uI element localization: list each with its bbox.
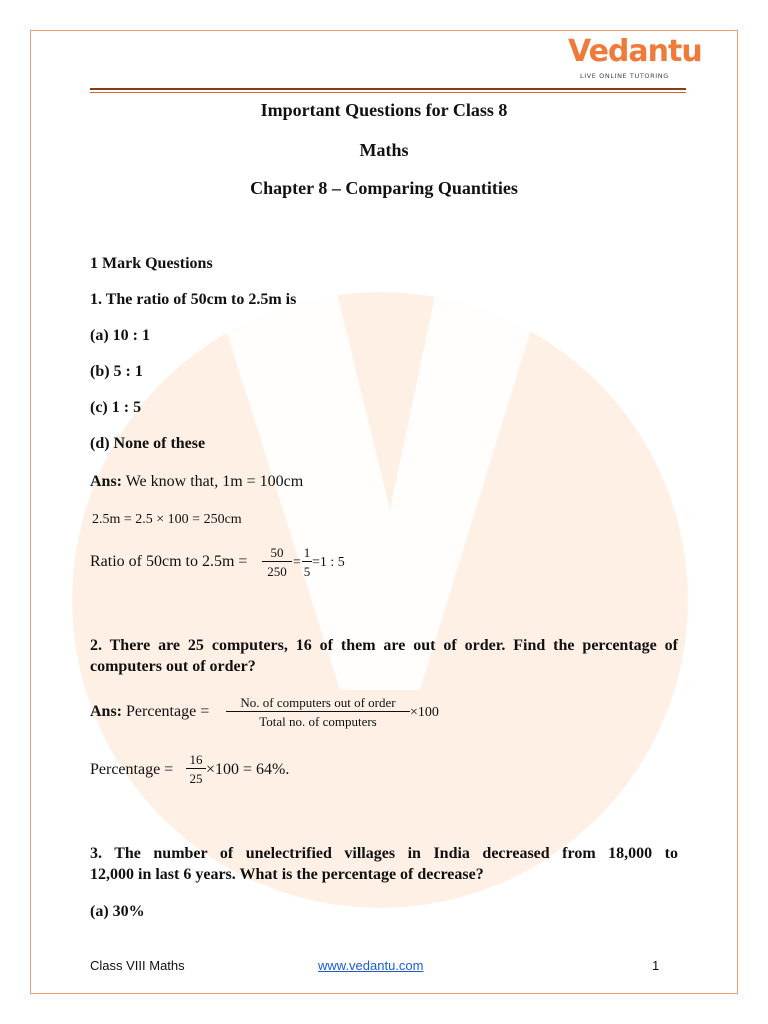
q2-ans-label: Ans:	[90, 703, 123, 720]
q2-ans-prefix: Percentage =	[122, 703, 210, 720]
q2-formula-num: No. of computers out of order	[226, 695, 410, 712]
q1-answer	[90, 472, 303, 492]
q2-calc-fraction	[186, 752, 206, 786]
logo-tagline: LIVE ONLINE TUTORING	[580, 72, 669, 80]
header-rule-thick	[90, 88, 686, 90]
q2-calc-num: 16	[186, 752, 206, 769]
q3-question-line1: 3. The number of unelectrified villages in India decreased from 18,000 to	[90, 845, 678, 862]
q2-formula-den: Total no. of computers	[259, 714, 377, 729]
q1-equals: =	[293, 555, 301, 570]
footer-website-link[interactable]: www.vedantu.com	[318, 958, 424, 973]
chapter-title: Chapter 8 – Comparing Quantities	[250, 178, 518, 198]
q3-option-a: (a) 30%	[90, 903, 145, 920]
vedantu-logo	[566, 34, 702, 84]
q1-step1: 2.5m = 2.5 × 100 = 250cm	[92, 512, 242, 527]
q2-answer	[90, 702, 209, 722]
q2-question-line1: 2. There are 25 computers, 16 of them are out of order. Find the percentage of	[90, 637, 678, 654]
q2-times: ×100	[410, 705, 439, 720]
q2-formula-fraction	[226, 695, 410, 729]
q1-option-b: (b) 5 : 1	[90, 363, 143, 380]
q2-question-line2: computers out of order?	[90, 658, 256, 675]
footer-page-number: 1	[652, 958, 660, 973]
q2-calc-prefix: Percentage =	[90, 761, 174, 778]
q1-ratio-prefix: Ratio of 50cm to 2.5m =	[90, 553, 248, 570]
section-heading: 1 Mark Questions	[90, 255, 213, 272]
q1-fraction-1	[262, 545, 292, 579]
q1-ans-text: We know that, 1m = 100cm	[122, 473, 304, 490]
q1-fraction-2	[302, 545, 312, 579]
q1-frac2-den: 5	[303, 564, 311, 579]
q2-calc-den: 25	[189, 771, 203, 786]
q1-option-c: (c) 1 : 5	[90, 399, 142, 416]
q3-question-line2: 12,000 in last 6 years. What is the percentage of decrease?	[90, 866, 484, 883]
q2-calc-suffix: ×100 = 64%.	[206, 761, 290, 778]
q1-frac2-num: 1	[303, 545, 311, 560]
q1-ans-label: Ans:	[90, 473, 123, 490]
page-title: Important Questions for Class 8	[260, 100, 508, 120]
q1-frac1-den: 250	[267, 564, 287, 579]
q1-ratio-suffix: =1 : 5	[312, 555, 345, 570]
q1-option-a: (a) 10 : 1	[90, 327, 150, 344]
subject-title: Maths	[359, 140, 409, 160]
q1-question: 1. The ratio of 50cm to 2.5m is	[90, 291, 297, 308]
footer-class-label: Class VIII Maths	[90, 958, 185, 973]
q1-option-d: (d) None of these	[90, 435, 206, 452]
header-rule-thin	[90, 92, 686, 93]
logo-wordmark: Vedantu	[568, 34, 702, 69]
q1-frac1-num: 50	[262, 545, 292, 562]
